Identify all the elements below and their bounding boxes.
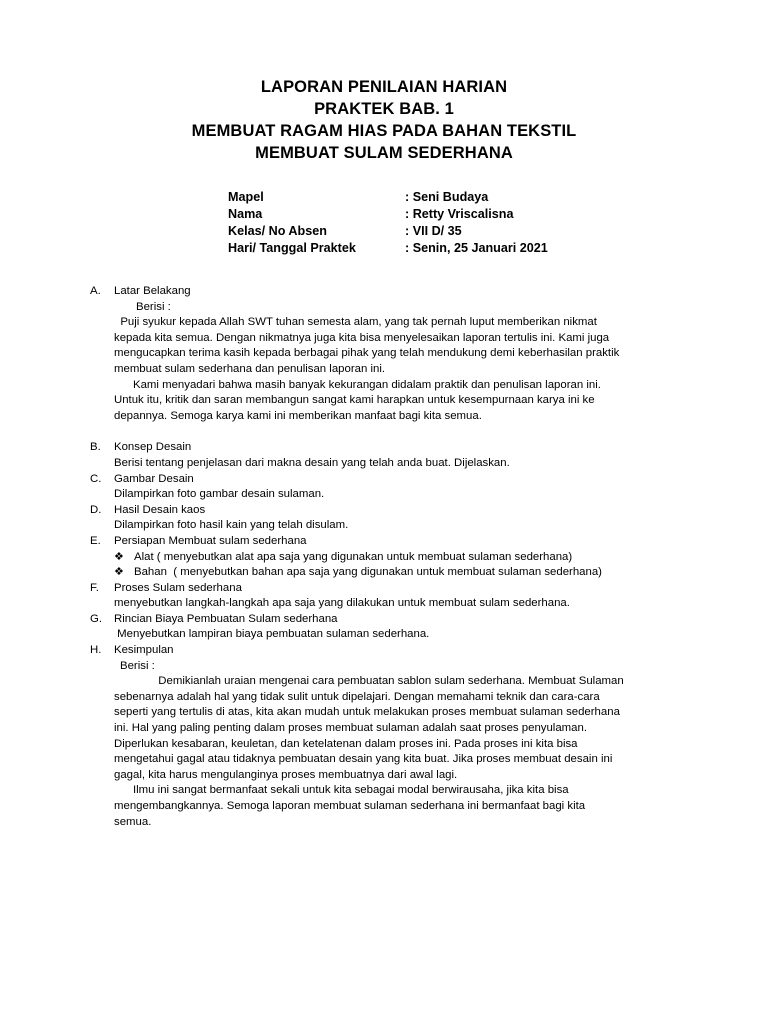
section-title: Kesimpulan (114, 644, 174, 657)
paragraph-line: mengembangkannya. Semoga laporan membuat sulaman sederhana ini bermanfaat bagi kita (114, 800, 586, 812)
section-text: Dilampirkan foto gambar desain sulaman. (114, 488, 325, 501)
section-title: Proses Sulam sederhana (114, 581, 242, 594)
info-key: Nama (228, 207, 263, 221)
title-line-3: MEMBUAT RAGAM HIAS PADA BAHAN TEKSTIL (191, 122, 577, 140)
section-heading (90, 534, 680, 550)
section-text: Menyebutkan lampiran biaya pembuatan sulaman sederhana. (114, 628, 430, 641)
section-c (90, 472, 680, 503)
section-title: Rincian Biaya Pembuatan Sulam sederhana (114, 612, 338, 625)
paragraph-line: Demikianlah uraian mengenai cara pembuatan sablon sulam sederhana. Membuat Sulaman (114, 675, 624, 688)
info-value: : Seni Budaya (405, 190, 489, 204)
section-b (90, 440, 680, 471)
paragraph-line: mengucapkan terima kasih kepada berbagai pihak yang telah mendukung demi keberhasilan praktik (114, 347, 620, 360)
section-heading (90, 284, 680, 300)
paragraph-line: gagal, kita harus mengulanginya proses membuatnya dari awal lagi. (114, 768, 458, 781)
section-a (90, 284, 680, 424)
info-key: Hari/ Tanggal Praktek (228, 241, 356, 255)
title-line-2: PRAKTEK BAB. 1 (314, 100, 454, 118)
paragraph-line: depannya. Semoga karya kami ini memberikan manfaat bagi kita semua. (114, 409, 482, 422)
section-heading (90, 440, 680, 456)
section-heading (90, 503, 680, 519)
section-text: Dilampirkan foto hasil kain yang telah disulam. (114, 519, 349, 532)
info-row-kelas (228, 223, 548, 240)
paragraph-line: sebenarnya adalah hal yang tidak sulit untuk dipelajari. Dengan memahami teknik dan cara-cara (114, 690, 600, 703)
title-line-1: LAPORAN PENILAIAN HARIAN (260, 78, 508, 96)
paragraph-line: semua. (114, 815, 152, 828)
paragraph-line: membuat sulam sederhana dan penulisan laporan ini. (114, 362, 386, 375)
info-key: Kelas/ No Absen (228, 224, 327, 238)
section-g (90, 612, 680, 643)
section-title: Latar Belakang (114, 285, 191, 297)
section-heading (90, 472, 680, 488)
report-title (0, 76, 768, 164)
paragraph-line: kepada kita semua. Dengan nikmatnya juga kita bisa menyelesaikan laporan tertulis ini. Kami juga (114, 331, 610, 344)
diamond-bullet-icon: ❖ (114, 550, 124, 563)
info-value: : Retty Vriscalisna (405, 207, 514, 221)
section-heading (90, 643, 680, 659)
paragraph-line: mengetahui gagal atau tidaknya pembuatan desain yang kita buat. Jika proses membuat desain ini (114, 753, 613, 766)
section-letter: D. (90, 503, 102, 516)
section-d (90, 503, 680, 534)
berisi-label: Berisi : (136, 300, 171, 313)
section-letter: F. (90, 581, 99, 594)
section-letter: C. (90, 472, 102, 485)
section-letter: E. (90, 534, 101, 547)
section-letter: B. (90, 441, 101, 454)
list-item-text: Alat ( menyebutkan alat apa saja yang digunakan untuk membuat sulaman sederhana) (134, 550, 573, 563)
paragraph-line: Diperlukan kesabaran, keuletan, dan ketelatenan dalam proses ini. Pada proses ini kita bisa (114, 737, 578, 750)
spacer (90, 424, 680, 440)
list-item-text: Bahan ( menyebutkan bahan apa saja yang digunakan untuk membuat sulaman sederhana) (134, 566, 602, 579)
section-title: Hasil Desain kaos (114, 503, 206, 516)
section-letter: G. (90, 612, 103, 625)
title-line-4: MEMBUAT SULAM SEDERHANA (255, 144, 513, 162)
section-letter: A. (90, 285, 101, 297)
info-row-tanggal (228, 240, 548, 257)
berisi-label: Berisi : (120, 659, 155, 672)
section-heading (90, 612, 680, 628)
info-table (228, 189, 548, 257)
info-key: Mapel (228, 190, 264, 204)
info-value: : Senin, 25 Januari 2021 (405, 241, 548, 255)
list-item (90, 550, 680, 566)
paragraph-line: ini. Hal yang paling penting dalam proses membuat sulaman adalah saat proses penyulaman. (114, 722, 587, 735)
section-text: menyebutkan langkah-langkah apa saja yang dilakukan untuk membuat sulam sederhana. (114, 597, 570, 610)
info-row-mapel (228, 189, 548, 206)
section-title: Gambar Desain (114, 472, 194, 485)
paragraph-line: seperti yang tertulis di atas, kita akan mudah untuk melakukan proses membuat sulaman sederhana (114, 706, 620, 719)
section-letter: H. (90, 644, 102, 657)
section-f (90, 581, 680, 612)
section-title: Persiapan Membuat sulam sederhana (114, 534, 307, 547)
section-e (90, 534, 680, 581)
info-row-nama (228, 206, 548, 223)
section-h (90, 643, 680, 830)
list-item (90, 565, 680, 581)
paragraph-line: Puji syukur kepada Allah SWT tuhan semesta alam, yang tak pernah luput memberikan nikmat (114, 316, 597, 329)
section-heading (90, 581, 680, 597)
paragraph-line: Untuk itu, kritik dan saran membangun sangat kami harapkan untuk kesempurnaan karya ini ke (114, 394, 595, 407)
diamond-bullet-icon: ❖ (114, 566, 124, 579)
paragraph-line: Kami menyadari bahwa masih banyak kekurangan didalam praktik dan penulisan laporan ini. (114, 378, 601, 391)
paragraph-line: Ilmu ini sangat bermanfaat sekali untuk kita sebagai modal berwirausaha, jika kita bisa (114, 784, 569, 797)
info-value: : VII D/ 35 (405, 224, 462, 238)
section-text: Berisi tentang penjelasan dari makna desain yang telah anda buat. Dijelaskan. (114, 456, 510, 469)
report-sections (90, 284, 680, 830)
section-title: Konsep Desain (114, 441, 192, 454)
